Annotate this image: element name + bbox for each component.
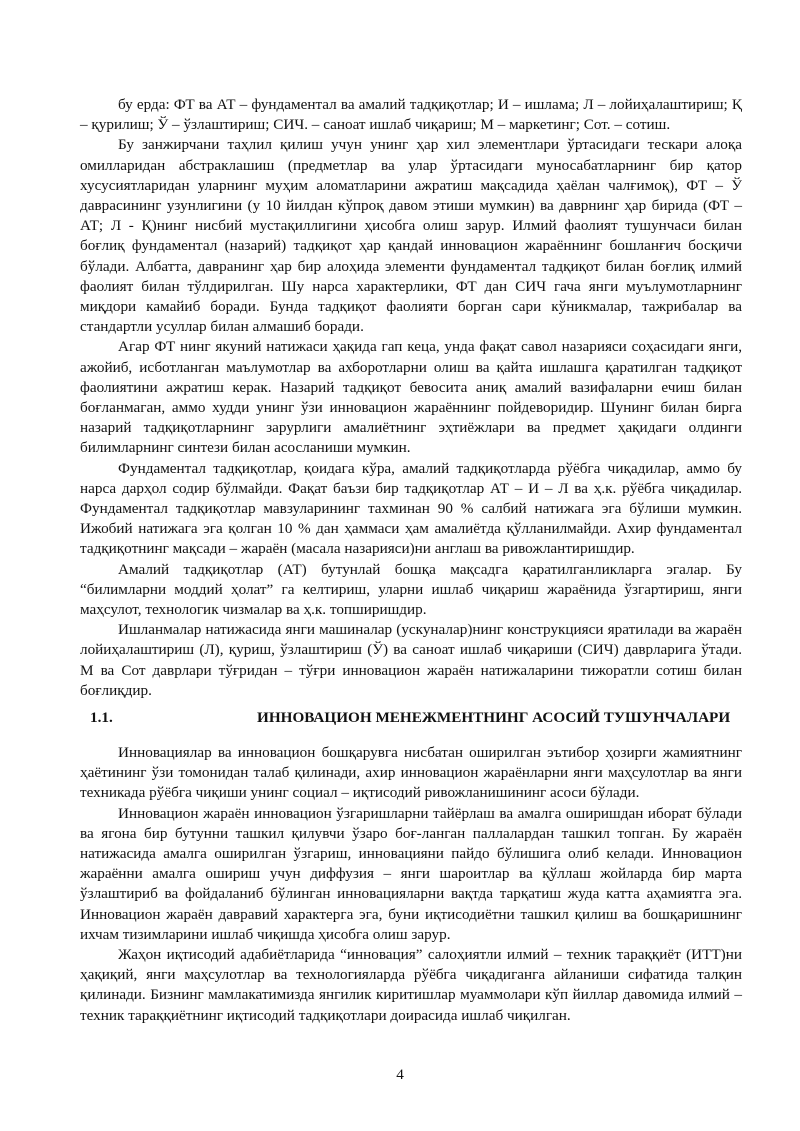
section-title: ИННОВАЦИОН МЕНЕЖМЕНТНИНГ АСОСИЙ ТУШУНЧАЛАРИ [257,709,731,726]
paragraph: Бу занжирчани таҳлил қилиш учун унинг ҳар хил элементлари ўртасидаги тескари алоқа омилларидан абстраклашиш (предметлар ва улар ўртасидаги муносабатларнинг бир қатор хусусиятларидан уларнинг муҳим аломатларини ажратиш мақсадида ҳаёлан чалғимоқ), ФТ – Ў даврасининг узунлигини (у 10 йилдан кўпроқ давом этиши мумкин) ва даврнинг ҳар бирида (ФТ – АТ; Л - Қ)нинг нисбий мустақиллигини ҳисобга олиш зарур. Илмий фаолият тушунчаси билан боғлиқ фундаментал (назарий) тадқиқот ҳар қандай инновацион жараённинг бошланғич босқичи бўлади. Албатта, давранинг ҳар бир алоҳида элементи фундаментал тадқиқот билан боғлиқ илмий фаолият билан тўлдирилган. Шу нарса характерлики, ФТ дан СИЧ гача янги муълумотларнинг миқдори камайиб боради. Бунда тадқиқот фаолияти борган сари кўникмалар, тажрибалар ва стандартли усуллар билан алмашиб боради. [80,136,742,336]
paragraph: Фундаментал тадқиқотлар, қоидага кўра, амалий тадқиқотларда рўёбга чиқадилар, аммо бу нарса дарҳол содир бўлмайди. Фақат баъзи бир тадқиқотлар АТ – И – Л ва ҳ.к. рўёбга чиқадилар. Фундаментал тадқиқотлар мавзуларининг тахминан 90 % салбий натижага эга бўлиши мумкин. Ижобий натижага эга қолган 10 % дан ҳаммаси ҳам амалиётда қўлланилмайди. Ахир фундаментал тадқиқотнинг мақсади – жараён (масала назарияси)ни англаш ва ривожлантиришдир. [80,459,742,558]
body-text-top [80,95,742,701]
paragraph: Амалий тадқиқотлар (АТ) бутунлай бошқа мақсадга қаратилганликларга эгалар. Бу “билимларни моддий ҳолат” га келтириш, уларни ишлаб чиқариш жараёнида ўзгартириш, янги маҳсулот, технологик чизмалар ва ҳ.к. топширишдир. [80,560,742,619]
paragraph: Жаҳон иқтисодий адабиётларида “инновация” салоҳиятли илмий – техник тараққиёт (ИТТ)ни ҳақиқий, янги маҳсулотлар ва технологияларда рўёбга чиқадиганга айланиши сифатида талқин қилинади. Бизнинг мамлакатимизда янгилик киритишлар муаммолари кўп йиллар давомида илмий – техник тараққиётнинг иқтисодий тадқиқотлари доирасида ишлаб чиқилган. [80,946,742,1024]
paragraph: Ишланмалар натижасида янги машиналар (ускуналар)нинг конструкцияси яратилади ва жараён лойиҳалаштириш (Л), қуриш, ўзлаштириш (Ў) ва саноат ишлаб чиқариши (СИЧ) даврларига ўтади. М ва Сот даврлари тўғридан – тўғри инновацион жараён натижаларини тижоратли сотиш билан боғлиқдир. [80,621,742,699]
paragraph: Агар ФТ нинг якуний натижаси ҳақида гап кеца, унда фақат савол назарияси соҳасидаги янги, ажойиб, исботланган маълумотлар ва ахборотларни олиш ва қайта ишлашга қаратилган тадқиқот фаолиятини ажратиш керак. Назарий тадқиқот бевосита аниқ амалий вазифаларни ечиш билан боғланмаган, аммо худди унинг ўзи инновацион жараённинг пойдеворидир. Шунинг билан бирга назарий тадқиқотларнинг зарурлиги амалиётнинг эҳтиёжлари ва предмет ҳақидаги олдинги билимларнинг синтези билан асосланиши мумкин. [80,338,742,457]
paragraph: Инновацион жараён инновацион ўзгаришларни тайёрлаш ва амалга оширишдан иборат бўлади ва ягона бир бутунни ташкил қилувчи ўзаро боғ-ланган паллалардан ташкил топган. Бу жараён натижасида амалга оширилган ўзгариш, инновацияни пайдо бўлишига олиб келади. Инновацион жараённи амалга ошириш учун диффузия – янги шароитлар ва қўллаш жойларда бир марта ўзлаштириб ва фойдаланиб бўлинган инновацияларни вақтда тарқатиш жуда катта аҳамиятга эга. Инновацион жараён давравий характерга эга, буни иқтисодиётни ташкил қилиш ва бошқаришнинг ихчам тизимларини ишлаб чиқишда ҳисобга олиш зарур. [80,804,742,943]
paragraph-abbreviations: бу ерда: ФТ ва АТ – фундаментал ва амалий тадқиқотлар; И – ишлама; Л – лойиҳалаштириш; Қ – қурилиш; Ў – ўзлаштириш; СИЧ. – саноат ишлаб чиқариш; М – маркетинг; Сот. – сотиш. [80,96,742,134]
paragraph: Инновациялар ва инновацион бошқарувга нисбатан оширилган эътибор ҳозирги жамиятнинг ҳаётининг ўзи томонидан талаб қилинади, ахир инновацион жараёнларни янги маҳсулотлар ва янги техникада рўёбга чиқиши унинг социал – иқтисодий ривожланишининг асоси бўлади. [80,744,742,802]
page-number: 4 [396,1066,404,1083]
body-text-bottom [80,743,742,1026]
section-number: 1.1. [90,709,113,726]
